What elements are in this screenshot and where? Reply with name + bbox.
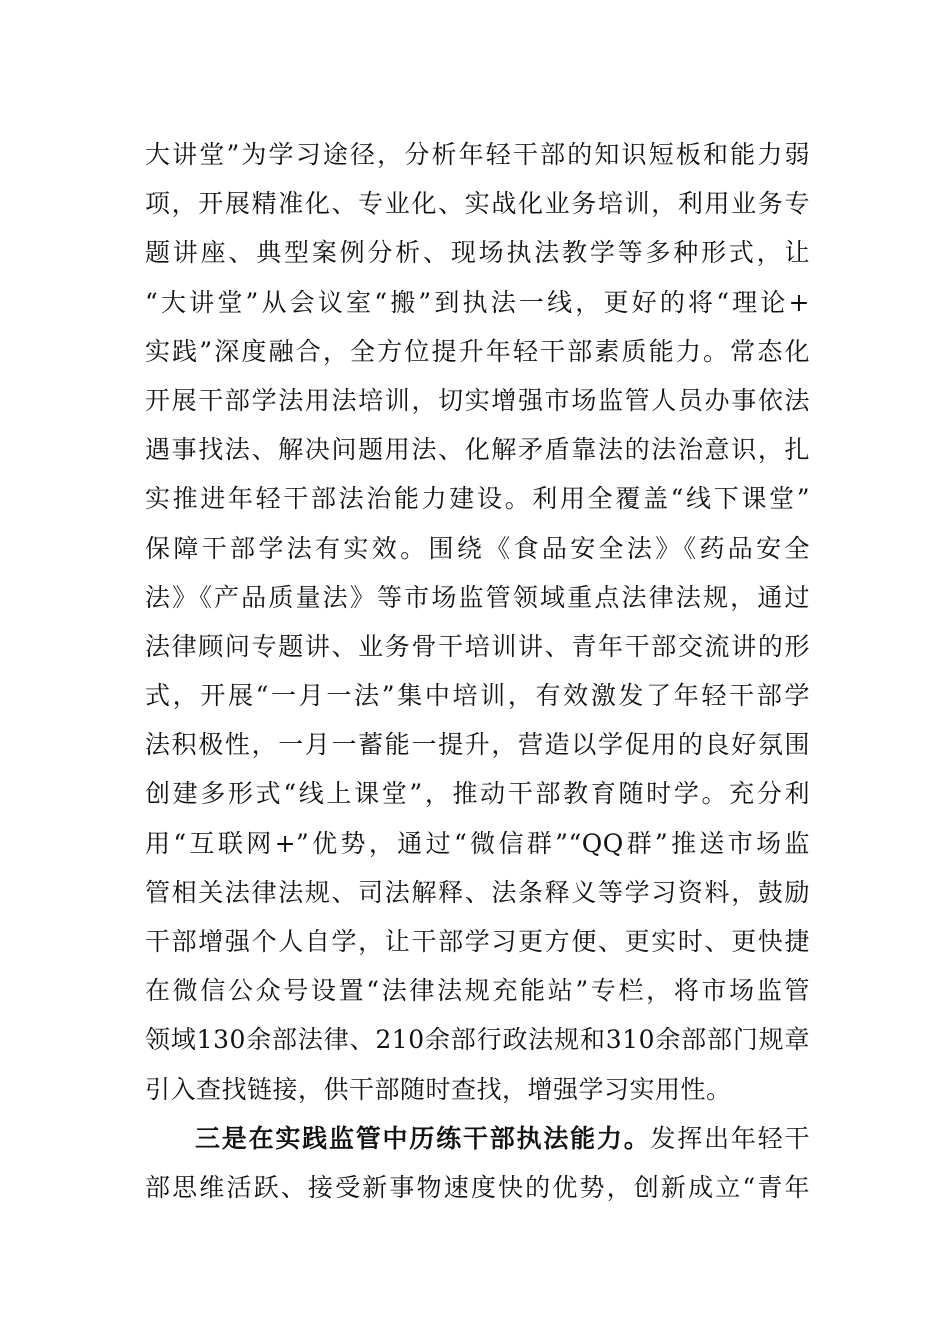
text-line: 在微信公众号设置“法律法规充能站”专栏，将市场监管: [145, 976, 810, 1006]
text-line: 式，开展“一月一法”集中培训，有效激发了年轻干部学: [145, 681, 810, 711]
text-line: 法》《产品质量法》等市场监管领域重点法律法规，通过: [145, 582, 810, 612]
text-line: 创建多形式“线上课堂”，推动干部教育随时学。充分利: [145, 779, 810, 809]
text-span: 发挥出年轻干: [650, 1123, 810, 1153]
text-line: 法律顾问专题讲、业务骨干培训讲、青年干部交流讲的形: [145, 631, 810, 661]
text-line: 开展干部学法用法培训，切实增强市场监管人员办事依法: [145, 385, 810, 415]
text-line: 遇事找法、解决问题用法、化解矛盾靠法的法治意识，扎: [145, 435, 810, 465]
text-line: 实践”深度融合，全方位提升年轻干部素质能力。常态化: [145, 336, 810, 366]
text-line: 题讲座、典型案例分析、现场执法教学等多种形式，让: [145, 238, 810, 268]
text-line: 部思维活跃、接受新事物速度快的优势，创新成立“青年: [145, 1172, 810, 1202]
text-line: 项，开展精准化、专业化、实战化业务培训，利用业务专: [145, 189, 810, 219]
text-line: 大讲堂”为学习途径，分析年轻干部的知识短板和能力弱: [145, 140, 810, 169]
text-line: “大讲堂”从会议室“搬”到执法一线，更好的将“理论+: [145, 287, 810, 317]
text-line: 引入查找链接，供干部随时查找，增强学习实用性。: [145, 1074, 732, 1104]
text-line: 实推进年轻干部法治能力建设。利用全覆盖“线下课堂”: [145, 484, 810, 514]
section-heading: 三是在实践监管中历练干部执法能力。: [195, 1123, 651, 1153]
text-line: 法积极性，一月一蓄能一提升，营造以学促用的良好氛围: [145, 730, 810, 760]
text-line: 领域130余部法律、210余部行政法规和310余部部门规章: [145, 1025, 810, 1055]
text-line: 用“互联网+”优势，通过“微信群”“QQ群”推送市场监: [145, 828, 810, 858]
text-line: 管相关法律法规、司法解释、法条释义等学习资料，鼓励: [145, 877, 810, 907]
document-body: [145, 130, 810, 1212]
paragraph-heading-line: [145, 1114, 810, 1163]
text-line: 干部增强个人自学，让干部学习更方便、更实时、更快捷: [145, 927, 810, 956]
text-line: 保障干部学法有实效。围绕《食品安全法》《药品安全: [145, 533, 810, 563]
